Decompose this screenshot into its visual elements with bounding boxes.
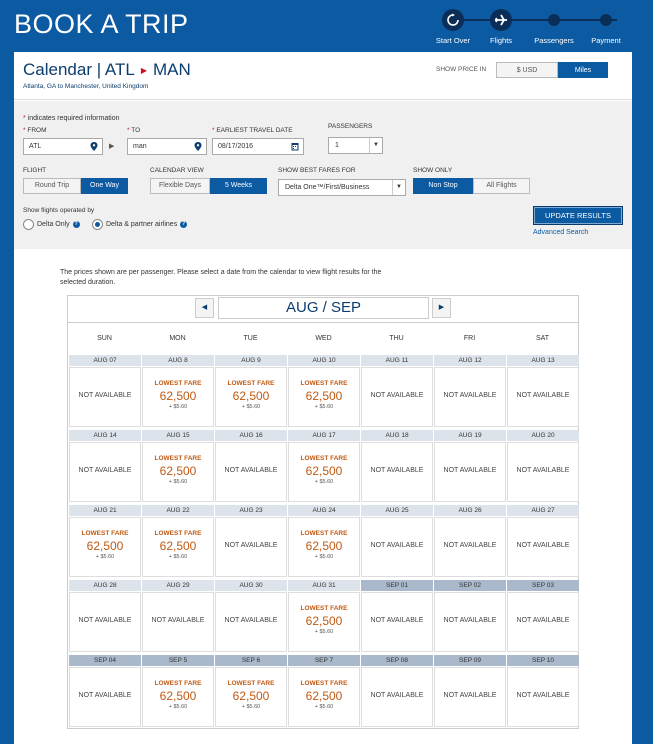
not-available-label: NOT AVAILABLE xyxy=(370,467,424,474)
fare-tax: + $5.60 xyxy=(168,554,188,560)
day-fare-cell[interactable] xyxy=(215,667,287,727)
radio-label: Delta & partner airlines xyxy=(106,221,178,228)
calendar-day[interactable] xyxy=(288,505,360,577)
update-results-button[interactable]: UPDATE RESULTS xyxy=(533,206,623,225)
day-date: SEP 10 xyxy=(507,655,579,666)
day-date: AUG 22 xyxy=(142,505,214,516)
help-icon[interactable]: ? xyxy=(74,221,78,227)
day-date: AUG 10 xyxy=(288,355,360,366)
step-dot xyxy=(600,14,612,26)
calendar-day[interactable] xyxy=(69,505,141,577)
passengers-label: PASSENGERS xyxy=(328,123,373,130)
day-fare-cell[interactable] xyxy=(215,367,287,427)
route-subtitle: Atlanta, GA to Manchester, United Kingdom xyxy=(23,83,149,90)
calendar-day xyxy=(507,355,579,427)
calendar-header xyxy=(14,52,632,100)
lowest-fare-label: LOWEST FARE xyxy=(300,455,348,462)
not-available-label: NOT AVAILABLE xyxy=(151,617,205,624)
month-label: AUG / SEP xyxy=(218,297,429,319)
chevron-down-icon: ▼ xyxy=(392,180,405,195)
day-fare-cell xyxy=(434,592,506,652)
restart-icon[interactable] xyxy=(442,9,464,31)
day-fare-cell[interactable] xyxy=(69,517,141,577)
all-flights-button[interactable]: All Flights xyxy=(473,178,530,194)
fare-amount[interactable]: 62,500 xyxy=(86,539,124,553)
day-fare-cell xyxy=(215,592,287,652)
not-available-label: NOT AVAILABLE xyxy=(516,692,570,699)
fare-amount[interactable]: 62,500 xyxy=(159,389,197,403)
fare-tax: + $5.60 xyxy=(241,704,261,710)
not-available-label: NOT AVAILABLE xyxy=(224,542,278,549)
weekday-wed: WED xyxy=(315,335,332,342)
radio-circle[interactable] xyxy=(92,219,103,230)
fare-amount[interactable]: 62,500 xyxy=(159,464,197,478)
day-fare-cell xyxy=(361,667,433,727)
day-fare-cell xyxy=(507,667,579,727)
calendar-day[interactable] xyxy=(142,655,214,727)
not-available-label: NOT AVAILABLE xyxy=(443,392,497,399)
passengers-select[interactable]: 1 ▼ xyxy=(328,137,383,154)
day-fare-cell xyxy=(507,442,579,502)
five-weeks-button[interactable]: 5 Weeks xyxy=(210,178,267,194)
day-date: AUG 26 xyxy=(434,505,506,516)
weekday-tue: TUE xyxy=(243,335,258,342)
day-date: AUG 15 xyxy=(142,430,214,441)
calendar-day[interactable] xyxy=(288,355,360,427)
day-date: AUG 13 xyxy=(507,355,579,366)
fare-amount[interactable]: 62,500 xyxy=(159,689,197,703)
not-available-label: NOT AVAILABLE xyxy=(370,542,424,549)
fare-tax: + $5.60 xyxy=(168,479,188,485)
fare-tax: + $5.60 xyxy=(314,404,334,410)
calendar-day[interactable] xyxy=(288,430,360,502)
not-available-label: NOT AVAILABLE xyxy=(516,542,570,549)
date-input[interactable]: 08/17/2016 xyxy=(212,138,304,155)
step-label: Flights xyxy=(489,36,513,45)
not-available-label: NOT AVAILABLE xyxy=(78,392,132,399)
calendar-day xyxy=(69,430,141,502)
one-way-button[interactable]: One Way xyxy=(81,178,128,194)
day-date: SEP 7 xyxy=(288,655,360,666)
chevron-down-icon: ▼ xyxy=(369,138,382,153)
day-date: SEP 02 xyxy=(434,580,506,591)
day-date: SEP 04 xyxy=(69,655,141,666)
day-fare-cell xyxy=(507,367,579,427)
lowest-fare-label: LOWEST FARE xyxy=(227,380,275,387)
non-stop-button[interactable]: Non Stop xyxy=(413,178,473,194)
day-date: AUG 25 xyxy=(361,505,433,516)
search-form xyxy=(14,101,632,249)
main-panel xyxy=(14,52,632,744)
day-fare-cell xyxy=(69,592,141,652)
calendar-day[interactable] xyxy=(142,505,214,577)
calendar-day[interactable] xyxy=(288,655,360,727)
day-date: AUG 07 xyxy=(69,355,141,366)
calendar-day xyxy=(434,430,506,502)
fare-tax: + $5.60 xyxy=(168,404,188,410)
step-label: Passengers xyxy=(534,36,574,45)
day-fare-cell xyxy=(142,592,214,652)
fare-tax: + $5.60 xyxy=(241,404,261,410)
day-fare-cell[interactable] xyxy=(288,517,360,577)
route-title-destination: MAN xyxy=(152,60,191,79)
calendar-day xyxy=(507,655,579,727)
required-note: * indicates required information xyxy=(23,115,120,122)
calendar-day xyxy=(434,505,506,577)
weekday-mon: MON xyxy=(169,335,186,342)
fare-tax: + $5.60 xyxy=(314,629,334,635)
day-fare-cell[interactable] xyxy=(142,367,214,427)
fare-amount[interactable]: 62,500 xyxy=(232,389,270,403)
flight-label: FLIGHT xyxy=(23,167,47,174)
day-date: AUG 16 xyxy=(215,430,287,441)
arrow-right-icon: ▶ xyxy=(109,143,115,150)
chevron-right-icon: ▶ xyxy=(438,304,445,311)
day-date: AUG 29 xyxy=(142,580,214,591)
day-date: AUG 23 xyxy=(215,505,287,516)
fare-amount[interactable]: 62,500 xyxy=(305,389,343,403)
day-fare-cell[interactable] xyxy=(142,667,214,727)
day-fare-cell xyxy=(69,442,141,502)
calendar-view-toggle xyxy=(150,178,267,194)
calendar-day xyxy=(361,430,433,502)
fare-calendar xyxy=(67,295,579,729)
calendar-day xyxy=(69,355,141,427)
progress-steps xyxy=(434,9,639,45)
fare-amount[interactable]: 62,500 xyxy=(159,539,197,553)
calendar-view-label: CALENDAR VIEW xyxy=(150,167,204,174)
day-fare-cell xyxy=(361,442,433,502)
weekday-fri: FRI xyxy=(463,335,476,342)
fare-amount[interactable]: 62,500 xyxy=(305,539,343,553)
not-available-label: NOT AVAILABLE xyxy=(516,617,570,624)
not-available-label: NOT AVAILABLE xyxy=(516,392,570,399)
day-fare-cell[interactable] xyxy=(288,367,360,427)
price-usd-button[interactable]: $ USD xyxy=(496,62,558,78)
step-flights xyxy=(476,9,526,45)
calendar-day xyxy=(434,655,506,727)
fare-tax: + $5.60 xyxy=(314,479,334,485)
step-passengers xyxy=(529,9,579,45)
calendar-day xyxy=(361,655,433,727)
day-date: AUG 8 xyxy=(142,355,214,366)
calendar-day xyxy=(215,580,287,652)
calendar-day[interactable] xyxy=(288,580,360,652)
day-fare-cell xyxy=(434,517,506,577)
radio-circle[interactable] xyxy=(23,219,34,230)
day-fare-cell xyxy=(434,442,506,502)
location-pin-icon xyxy=(194,142,202,151)
route-title xyxy=(23,60,191,80)
day-fare-cell[interactable] xyxy=(288,592,360,652)
help-icon[interactable]: ? xyxy=(182,221,186,227)
day-date: AUG 24 xyxy=(288,505,360,516)
fare-tax: + $5.60 xyxy=(314,554,334,560)
calendar-day xyxy=(507,505,579,577)
calendar-day[interactable] xyxy=(142,355,214,427)
calendar-day xyxy=(361,355,433,427)
weekday-sat: SAT xyxy=(535,335,550,342)
fare-tax: + $5.60 xyxy=(314,704,334,710)
date-label: * EARLIEST TRAVEL DATE xyxy=(212,127,293,134)
fare-tax: + $5.60 xyxy=(168,704,188,710)
show-price-label: SHOW PRICE IN xyxy=(436,66,487,73)
round-trip-button[interactable]: Round Trip xyxy=(23,178,81,194)
page-title: BOOK A TRIP xyxy=(14,9,189,39)
not-available-label: NOT AVAILABLE xyxy=(224,467,278,474)
day-date: SEP 03 xyxy=(507,580,579,591)
calendar-icon[interactable] xyxy=(291,142,299,151)
prev-month-button[interactable] xyxy=(195,298,214,318)
price-notice: The prices shown are per passenger. Please select a date from the calendar to view flight results for the selected duration. xyxy=(60,269,382,286)
not-available-label: NOT AVAILABLE xyxy=(516,467,570,474)
calendar-day[interactable] xyxy=(215,355,287,427)
calendar-day xyxy=(361,505,433,577)
not-available-label: NOT AVAILABLE xyxy=(443,692,497,699)
day-fare-cell xyxy=(215,517,287,577)
next-month-button[interactable] xyxy=(432,298,451,318)
lowest-fare-label: LOWEST FARE xyxy=(300,380,348,387)
day-fare-cell xyxy=(507,517,579,577)
calendar-day xyxy=(69,655,141,727)
day-date: SEP 6 xyxy=(215,655,287,666)
calendar-day xyxy=(434,355,506,427)
show-only-toggle xyxy=(413,178,530,194)
price-miles-button[interactable]: Miles xyxy=(558,62,608,78)
calendar-day xyxy=(507,580,579,652)
day-date: AUG 14 xyxy=(69,430,141,441)
day-date: AUG 17 xyxy=(288,430,360,441)
not-available-label: NOT AVAILABLE xyxy=(443,542,497,549)
from-label: * FROM xyxy=(23,127,47,134)
weekday-thu: THU xyxy=(389,335,404,342)
calendar-day xyxy=(142,580,214,652)
day-fare-cell xyxy=(507,592,579,652)
day-date: SEP 09 xyxy=(434,655,506,666)
day-date: SEP 08 xyxy=(361,655,433,666)
calendar-day xyxy=(361,580,433,652)
lowest-fare-label: LOWEST FARE xyxy=(154,530,202,537)
lowest-fare-label: LOWEST FARE xyxy=(154,380,202,387)
step-label: Start Over xyxy=(435,36,471,45)
lowest-fare-label: LOWEST FARE xyxy=(300,530,348,537)
calendar-day xyxy=(69,580,141,652)
fare-amount[interactable]: 62,500 xyxy=(305,464,343,478)
arrow-right-icon: ▶ xyxy=(140,66,147,76)
to-input[interactable]: man xyxy=(127,138,207,155)
step-dot xyxy=(548,14,560,26)
day-date: AUG 21 xyxy=(69,505,141,516)
step-payment xyxy=(581,9,631,45)
day-date: AUG 9 xyxy=(215,355,287,366)
day-date: AUG 28 xyxy=(69,580,141,591)
lowest-fare-label: LOWEST FARE xyxy=(81,530,129,537)
fare-amount[interactable]: 62,500 xyxy=(232,689,270,703)
day-date: AUG 18 xyxy=(361,430,433,441)
calendar-day[interactable] xyxy=(142,430,214,502)
calendar-day xyxy=(434,580,506,652)
day-fare-cell xyxy=(361,517,433,577)
lowest-fare-label: LOWEST FARE xyxy=(300,680,348,687)
day-date: SEP 5 xyxy=(142,655,214,666)
plane-icon xyxy=(490,9,512,31)
fare-tax: + $5.60 xyxy=(95,554,115,560)
not-available-label: NOT AVAILABLE xyxy=(224,617,278,624)
route-title-origin: Calendar | ATL xyxy=(23,60,135,79)
day-fare-cell xyxy=(434,667,506,727)
best-fares-label: SHOW BEST FARES FOR xyxy=(278,167,356,174)
fare-amount[interactable]: 62,500 xyxy=(305,689,343,703)
advanced-search-link[interactable]: Advanced Search xyxy=(533,229,589,236)
show-only-label: SHOW ONLY xyxy=(413,167,453,174)
day-fare-cell[interactable] xyxy=(142,442,214,502)
delta-partner-radio[interactable] xyxy=(92,219,187,230)
weekday-sun: SUN xyxy=(97,335,112,342)
day-date: AUG 11 xyxy=(361,355,433,366)
day-fare-cell xyxy=(361,367,433,427)
step-start-over[interactable] xyxy=(428,9,478,45)
lowest-fare-label: LOWEST FARE xyxy=(227,680,275,687)
day-date: AUG 27 xyxy=(507,505,579,516)
calendar-day xyxy=(215,505,287,577)
not-available-label: NOT AVAILABLE xyxy=(370,392,424,399)
lowest-fare-label: LOWEST FARE xyxy=(154,455,202,462)
day-date: AUG 31 xyxy=(288,580,360,591)
day-fare-cell xyxy=(361,592,433,652)
not-available-label: NOT AVAILABLE xyxy=(443,467,497,474)
day-date: SEP 01 xyxy=(361,580,433,591)
not-available-label: NOT AVAILABLE xyxy=(78,467,132,474)
flexible-days-button[interactable]: Flexible Days xyxy=(150,178,210,194)
calendar-day xyxy=(507,430,579,502)
day-fare-cell xyxy=(215,442,287,502)
calendar-day[interactable] xyxy=(215,655,287,727)
not-available-label: NOT AVAILABLE xyxy=(370,617,424,624)
lowest-fare-label: LOWEST FARE xyxy=(300,605,348,612)
day-date: AUG 20 xyxy=(507,430,579,441)
operated-by-label: Show flights operated by xyxy=(23,207,95,214)
lowest-fare-label: LOWEST FARE xyxy=(154,680,202,687)
day-fare-cell[interactable] xyxy=(142,517,214,577)
day-fare-cell xyxy=(69,667,141,727)
day-date: AUG 19 xyxy=(434,430,506,441)
radio-label: Delta Only xyxy=(37,221,70,228)
calendar-day xyxy=(215,430,287,502)
day-fare-cell[interactable] xyxy=(288,442,360,502)
weekday-header xyxy=(68,322,579,354)
not-available-label: NOT AVAILABLE xyxy=(370,692,424,699)
fare-amount[interactable]: 62,500 xyxy=(305,614,343,628)
flight-type-toggle xyxy=(23,178,128,194)
day-date: AUG 12 xyxy=(434,355,506,366)
location-pin-icon xyxy=(90,142,98,151)
best-fares-select[interactable]: Delta One™/First/Business ▼ xyxy=(278,179,406,196)
step-label: Payment xyxy=(591,36,621,45)
delta-only-radio[interactable] xyxy=(23,219,80,230)
not-available-label: NOT AVAILABLE xyxy=(443,617,497,624)
day-fare-cell xyxy=(69,367,141,427)
day-date: AUG 30 xyxy=(215,580,287,591)
day-fare-cell[interactable] xyxy=(288,667,360,727)
to-label: * TO xyxy=(127,127,141,134)
chevron-left-icon: ◀ xyxy=(201,304,208,311)
day-fare-cell xyxy=(434,367,506,427)
not-available-label: NOT AVAILABLE xyxy=(78,617,132,624)
from-input[interactable]: ATL xyxy=(23,138,103,155)
price-toggle xyxy=(496,62,608,78)
not-available-label: NOT AVAILABLE xyxy=(78,692,132,699)
